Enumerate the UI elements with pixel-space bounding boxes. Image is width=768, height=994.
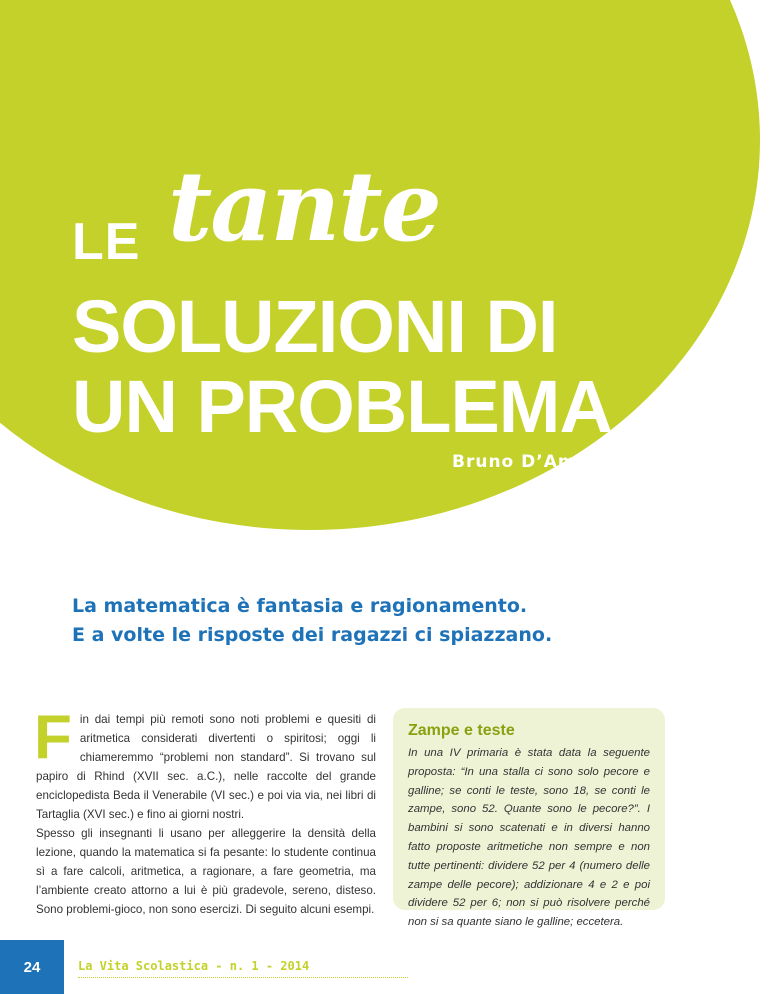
sidebar-text: In una IV primaria è stata data la seguente proposta: “In una stalla ci sono solo pecore e galline; se conti le teste, sono 18, se conti le zampe, sono 52. Quante sono le pecore?”. I bambini si sono scatenati e in diversi hanno fatto proposte aritmetiche non sempre e non tutte pertinenti: dividere 52 per 4 (numero delle zampe delle pecore); addizionare 4 e 2 e poi dividere 52 per 6; non si può risolvere perché non si sa quante siano le galline; eccetera.: [408, 747, 650, 929]
body-paragraph-1: in dai tempi più remoti sono noti problemi e quesiti di aritmetica considerati divertenti o spiritosi; oggi li chiameremmo “problemi non standard”. Si trovano sul papiro di Rhind (XVII sec. a.C.), nelle raccolte del grande enciclopedista Beda il Venerabile (VI sec.) e poi via via, nei libri di Tartaglia (XVI sec.) e fino ai giorni nostri.: [36, 713, 376, 821]
author-name: Bruno D’Amore: [452, 452, 612, 472]
publication-footer: La Vita Scolastica - n. 1 - 2014: [78, 959, 408, 978]
subtitle-line-2: E a volte le risposte dei ragazzi ci spiazzano.: [72, 624, 553, 646]
subtitle-line-1: La matematica è fantasia e ragionamento.: [72, 595, 528, 617]
sidebar-title: Zampe e teste: [408, 722, 515, 739]
title-script-word: tante: [168, 150, 440, 263]
drop-cap: F: [34, 703, 72, 772]
article-body: [34, 703, 376, 919]
sidebar-box: [393, 708, 665, 929]
body-paragraph-2: Spesso gli insegnanti li usano per alleggerire la densità della lezione, quando la matematica si fa pesante: lo studente continua sì a fare calcoli, aritmetica, a ragionare, a fare geometria, ma l’ambiente creato attorno a lui è più gradevole, sereno, disteso. Sono problemi-gioco, non sono esercizi. Di seguito alcuni esempi.: [36, 827, 376, 916]
article-subtitle: [72, 592, 712, 650]
title-le: LE: [72, 213, 141, 271]
page-number: 24: [0, 940, 64, 994]
title-line-2: UN PROBLEMA: [72, 365, 612, 448]
title-line-1: SOLUZIONI DI: [72, 285, 558, 368]
